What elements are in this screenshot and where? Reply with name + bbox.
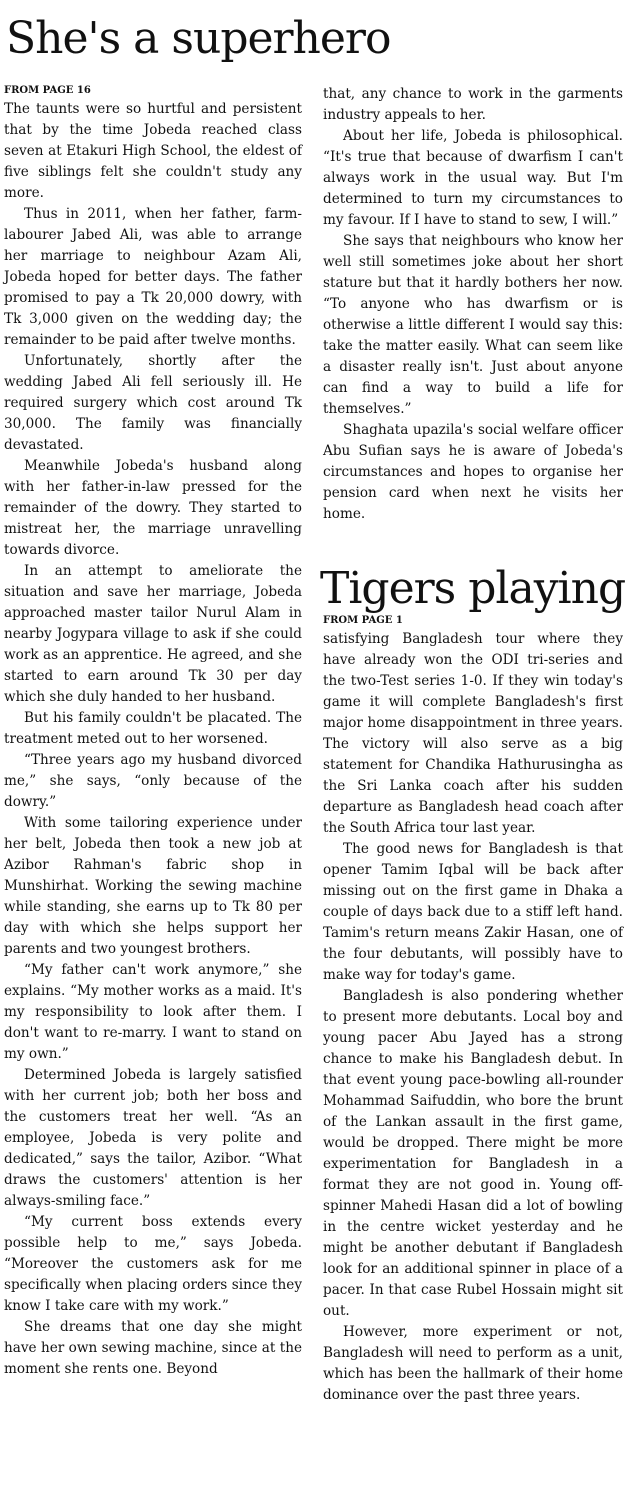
article-paragraph: “My father can't work anymore,” she explains. “My mother works as a maid. It's my responsibility to look after them. I don't want to re-marry. I want to stand on my own.” <box>4 962 302 1062</box>
article-headline-superhero: She's a superhero <box>6 13 391 64</box>
article-paragraph: About her life, Jobeda is philosophical. “It's true that because of dwarfism I can't always work in the usual way. But I'm determined to turn my circumstances to my favour. If I have to stand to sew, I will.” <box>323 128 623 228</box>
article-paragraph: Thus in 2011, when her father, farm-labourer Jabed Ali, was able to arrange her marriage to neighbour Azam Ali, Jobeda hoped for better days. The father promised to pay a Tk 20,000 dowry, with Tk 3,000 given on the wedding day; the remainder to be paid after twelve months. <box>4 206 302 348</box>
article-paragraph: Shaghata upazila's social welfare officer Abu Sufian says he is aware of Jobeda's circumstances and hopes to organise her pension card when next he visits her home. <box>323 422 623 522</box>
article-paragraph: In an attempt to ameliorate the situation and save her marriage, Jobeda approached master tailor Nurul Alam in nearby Jogypara village to ask if she could work as an apprentice. He agreed, and she started to earn around Tk 30 per day which she duly handed to her husband. <box>4 563 302 705</box>
article-paragraph: satisfying Bangladesh tour where they have already won the ODI tri-series and the two-Test series 1-0. If they win today's game it will complete Bangladesh's first major home disappointment in three years. The victory will also serve as a big statement for Chandika Hathurusingha as the Sri Lanka coach after his sudden departure as Bangladesh head coach after the South Africa tour last year. <box>323 631 623 836</box>
article-paragraph: The good news for Bangladesh is that opener Tamim Iqbal will be back after missing out on the first game in Dhaka a couple of days back due to a stiff left hand. Tamim's return means Zakir Hasan, one of the four debutants, will possibly have to make way for today's game. <box>323 841 623 983</box>
article-paragraph: Bangladesh is also pondering whether to present more debutants. Local boy and young pacer Abu Jayed has a strong chance to make his Bangladesh debut. In that event young pace-bowling all-rounder Mohammad Saifuddin, who bore the brunt of the Lankan assault in the first game, would be dropped. There might be more experimentation for Bangladesh in a format they are not good in. Young off-spinner Mahedi Hasan did a lot of bowling in the centre wicket yesterday and he might be another debutant if Bangladesh look for an additional spinner in place of a pacer. In that case Rubel Hossain might sit out. <box>323 988 623 1319</box>
article-paragraph: Meanwhile Jobeda's husband along with her father-in-law pressed for the remainder of the dowry. They started to mistreat her, the marriage unravelling towards divorce. <box>4 458 302 558</box>
article-paragraph: that, any chance to work in the garments industry appeals to her. <box>323 86 623 123</box>
article-paragraph: However, more experiment or not, Bangladesh will need to perform as a unit, which has been the hallmark of their home dominance over the past three years. <box>323 1324 623 1403</box>
article-paragraph: “My current boss extends every possible help to me,” says Jobeda. “Moreover the customers ask for me specifically when placing orders since they know I take care with my work.” <box>4 1214 302 1314</box>
article-superhero-column-left <box>4 84 302 1380</box>
article-paragraph: “Three years ago my husband divorced me,” she says, “only because of the dowry.” <box>4 752 302 810</box>
article-paragraph: Unfortunately, shortly after the wedding Jabed Ali fell seriously ill. He required surgery which cost around Tk 30,000. The family was financially devastated. <box>4 353 302 453</box>
article-superhero-kicker: FROM PAGE 16 <box>4 85 91 96</box>
article-paragraph: The taunts were so hurtful and persistent that by the time Jobeda reached class seven at Etakuri High School, the eldest of five siblings felt she couldn't study any more. <box>4 101 302 201</box>
article-paragraph: She says that neighbours who know her well still sometimes joke about her short stature but that it hardly bothers her now. “To anyone who has dwarfism or is otherwise a little different I would say this: take the matter easily. What can seem like a disaster really isn't. Just about anyone can find a way to build a life for themselves.” <box>323 233 623 417</box>
article-headline-tigers: Tigers playing <box>320 563 626 614</box>
article-paragraph: She dreams that one day she might have her own sewing machine, since at the moment she rents one. Beyond <box>4 1319 302 1377</box>
article-superhero-column-right <box>323 84 623 525</box>
article-paragraph: Determined Jobeda is largely satisfied with her current job; both her boss and the customers treat her well. “As an employee, Jobeda is very polite and dedicated,” says the tailor, Azibor. “What draws the customers' attention is her always-smiling face.” <box>4 1067 302 1209</box>
article-tigers-column <box>323 614 623 1406</box>
article-tigers-kicker: FROM PAGE 1 <box>323 615 403 626</box>
article-paragraph: With some tailoring experience under her belt, Jobeda then took a new job at Azibor Rahman's fabric shop in Munshirhat. Working the sewing machine while standing, she earns up to Tk 80 per day with which she helps support her parents and two youngest brothers. <box>4 815 302 957</box>
article-paragraph: But his family couldn't be placated. The treatment meted out to her worsened. <box>4 710 302 747</box>
